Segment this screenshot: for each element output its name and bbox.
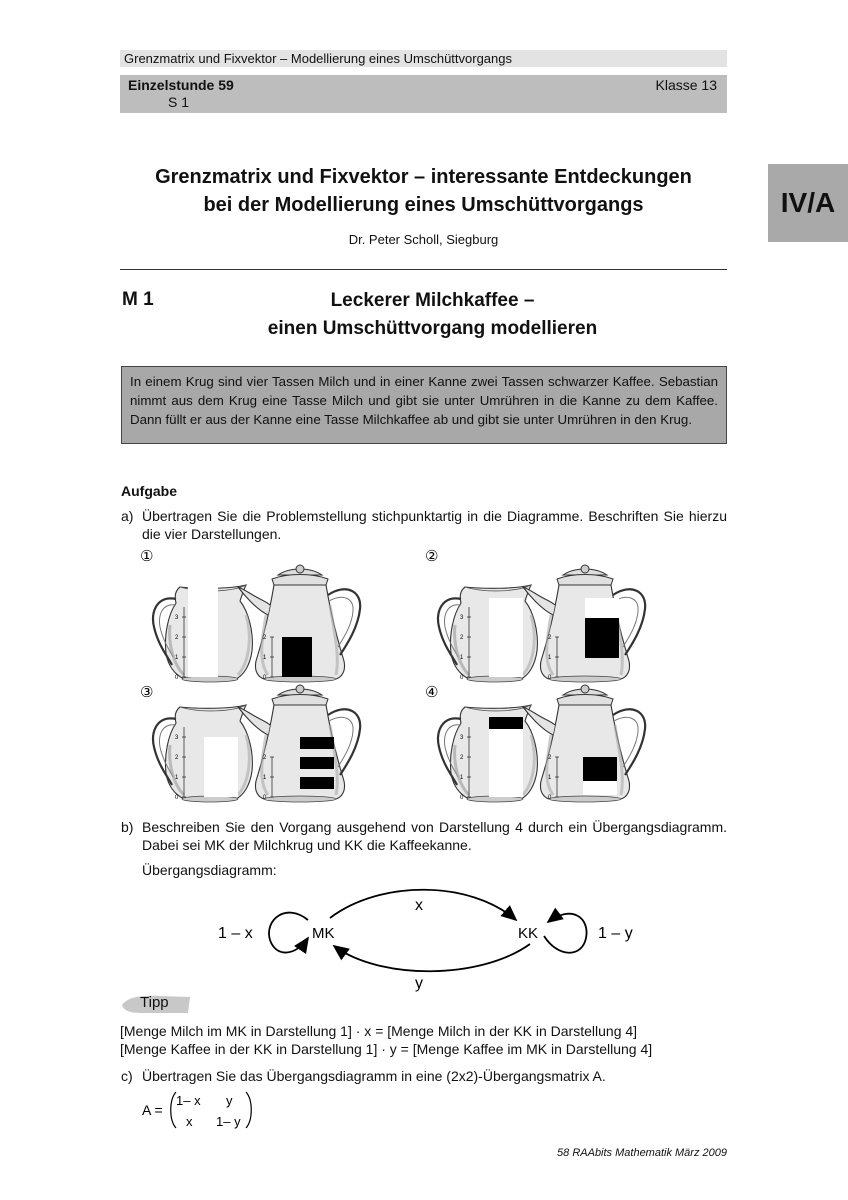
scale-tick: 1: [548, 775, 552, 781]
task-c-label: c): [121, 1068, 133, 1084]
scale-tick: 0: [175, 795, 179, 801]
scale-tick: 1: [460, 775, 464, 781]
scale-tick: 1: [263, 775, 267, 781]
scale-tick: 0: [548, 675, 552, 681]
diagram-3-pot-coffee-2: [300, 757, 334, 769]
lesson-bar: [120, 75, 727, 113]
diagram-3-pot-coffee-1: [300, 737, 334, 749]
matrix-a21: x: [186, 1114, 193, 1129]
task-b: [121, 818, 727, 854]
edge-y-label: y: [415, 975, 423, 992]
task-a-text: Übertragen Sie die Problemstellung stichpunktartig in die Diagramme. Beschriften Sie hierzu die vier Darstellungen.: [142, 508, 727, 542]
task-heading: Aufgabe: [121, 483, 177, 499]
lesson-number: Einzelstunde 59: [128, 77, 234, 93]
task-b-text: Beschreiben Sie den Vorgang ausgehend von Darstellung 4 durch ein Übergangsdiagramm. Dabei sei MK der Milchkrug und KK die Kaffeekanne.: [142, 819, 727, 853]
diagram-4-number: ④: [425, 683, 439, 701]
tip-label: Tipp: [140, 994, 169, 1011]
loop-mk: [269, 913, 308, 953]
scale-tick: 1: [460, 655, 464, 661]
diagram-2: [438, 565, 645, 682]
task-c: [121, 1067, 727, 1085]
scale-tick: 3: [460, 615, 464, 621]
scale-tick: 0: [175, 675, 179, 681]
diagram-2-jug-milk: [489, 598, 523, 677]
edge-mk-to-kk: [330, 890, 516, 920]
scale-tick: 0: [548, 795, 552, 801]
author: Dr. Peter Scholl, Siegburg: [348, 232, 499, 247]
tip-line-2: [Menge Kaffee in der KK in Darstellung 1] · y = [Menge Kaffee im MK in Darstellung 4]: [120, 1041, 653, 1057]
scale-tick: 0: [263, 675, 267, 681]
scale-tick: 1: [548, 655, 552, 661]
diagram-1-number: ①: [140, 547, 154, 565]
diagram-1-pot-coffee: [282, 637, 312, 677]
edge-kk-to-mk: [334, 944, 530, 971]
scale-tick: 3: [460, 735, 464, 741]
divider: [120, 269, 727, 270]
diagram-4-jug-coffee: [489, 717, 523, 729]
diagram-2-pot-milk: [585, 598, 619, 618]
scale-tick: 2: [460, 755, 464, 761]
diagram-4-pot-coffee: [583, 757, 617, 781]
transition-diagram-title: Übergangsdiagramm:: [142, 862, 277, 878]
diagram-3-pot-coffee-3: [300, 777, 334, 789]
diagram-3-number: ③: [140, 683, 154, 701]
diagram-1-jug-milk: [188, 577, 218, 677]
task-a-label: a): [121, 508, 134, 524]
diagram-3: [153, 685, 360, 802]
scale-tick: 0: [460, 675, 464, 681]
intro-box: In einem Krug sind vier Tassen Milch und in einer Kanne zwei Tassen schwarzer Kaffee. Sebastian nimmt aus dem Krug eine Tasse Milch und gibt sie unter Umrühren in die Kanne zu dem Kaffee. Dann füllt er aus der Kanne eine Tasse Milchkaffee ab und gibt sie unter Umrühren in den Krug.: [121, 366, 727, 444]
scale-tick: 2: [263, 635, 267, 641]
scale-tick: 2: [460, 635, 464, 641]
scale-tick: 0: [263, 795, 267, 801]
diagram-2-pot-coffee: [585, 618, 619, 658]
material-title-line-2: einen Umschüttvorgang modellieren: [267, 318, 598, 339]
loop-mk-label: 1 – x: [218, 925, 253, 942]
scale-tick: 0: [460, 795, 464, 801]
matrix-a22: 1– y: [216, 1114, 241, 1129]
diagram-3-jug-milk: [204, 737, 238, 797]
scale-tick: 1: [175, 655, 179, 661]
scale-tick: 3: [175, 735, 179, 741]
document-title-line-1: Grenzmatrix und Fixvektor – interessante Entdeckungen: [155, 166, 692, 188]
matrix-right-bracket: [246, 1092, 251, 1128]
matrix-a12: y: [226, 1093, 233, 1108]
transition-matrix: [142, 1088, 262, 1132]
scale-tick: 2: [263, 755, 267, 761]
grade-label: Klasse 13: [655, 77, 717, 93]
document-title: [120, 163, 727, 219]
scale-tick: 1: [175, 775, 179, 781]
diagram-4-pot-milk: [583, 781, 617, 795]
section-tab: IV/A: [768, 164, 848, 242]
material-title: [160, 287, 705, 343]
edge-x-label: x: [415, 897, 423, 914]
diagram-2-number: ②: [425, 547, 439, 565]
scale-tick: 2: [175, 635, 179, 641]
tip-line-1: [Menge Milch im MK in Darstellung 1] · x = [Menge Milch in der KK in Darstellung 4]: [120, 1023, 638, 1039]
pitcher-diagrams: [120, 545, 740, 810]
diagram-4: [438, 685, 645, 802]
page-code: S 1: [168, 94, 190, 110]
task-c-text: Übertragen Sie das Übergangsdiagramm in eine (2x2)-Übergangsmatrix A.: [142, 1068, 606, 1084]
node-mk: MK: [312, 925, 335, 942]
transition-diagram: [200, 880, 660, 995]
matrix-a11: 1– x: [176, 1093, 201, 1108]
scale-tick: 2: [548, 755, 552, 761]
footer: 58 RAAbits Mathematik März 2009: [557, 1147, 727, 1159]
task-a: [121, 507, 727, 543]
material-label: M 1: [122, 289, 154, 310]
node-kk: KK: [518, 925, 539, 942]
scale-tick: 3: [175, 615, 179, 621]
loop-kk: [544, 914, 587, 953]
loop-kk-label: 1 – y: [598, 925, 633, 942]
scale-tick: 2: [548, 635, 552, 641]
task-b-label: b): [121, 819, 134, 835]
diagram-1: [153, 565, 360, 682]
running-header: Grenzmatrix und Fixvektor – Modellierung eines Umschüttvorgangs: [120, 50, 727, 67]
material-title-line-1: Leckerer Milchkaffee –: [330, 290, 535, 311]
scale-tick: 2: [175, 755, 179, 761]
scale-tick: 1: [263, 655, 267, 661]
matrix-name: A =: [142, 1102, 163, 1118]
document-title-line-2: bei der Modellierung eines Umschüttvorgangs: [203, 194, 644, 216]
